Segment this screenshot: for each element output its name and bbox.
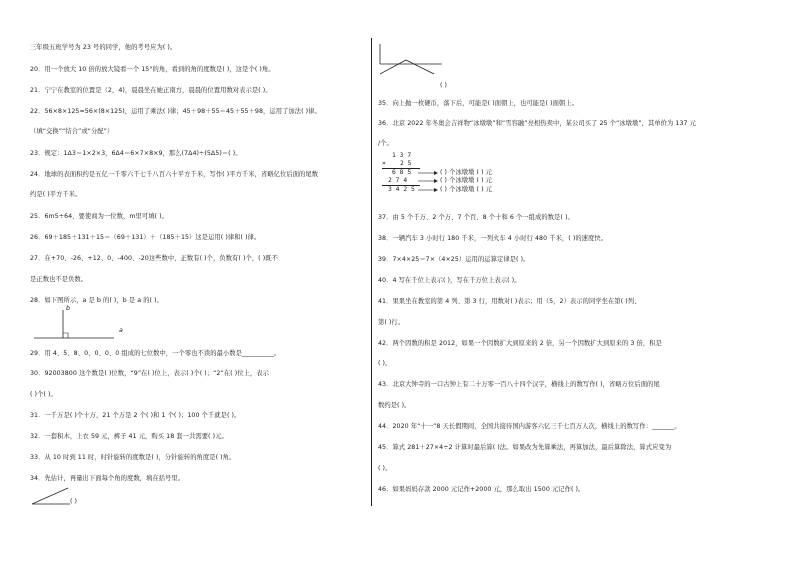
calc-arrows	[418, 169, 440, 195]
partial-product-1: 6 8 5	[392, 169, 412, 176]
question-44: 44．2020 年“十一”8 天长假期间，全国共接待国内游客六亿三千七百万人次，横线上的数写作：_______。	[378, 423, 681, 430]
angle-bottom-ray-1	[380, 60, 406, 74]
vertical-multiplication	[378, 152, 538, 204]
arrow-2-head	[434, 179, 438, 183]
question-22: 22．56×8×125=56×(8×125)，运用了乘法( )律；45＋98＋55＝45＋55＋98，运用了加法( )律。	[30, 108, 321, 115]
question-22-note: （填“交换”“结合”或“分配”）	[30, 128, 114, 135]
question-38: 38．一辆汽车 3 小时行 180 千米，一列火车 4 小时行 480 千米，( )的速度快。	[378, 235, 608, 242]
question-41-cont: 第( )行。	[378, 319, 405, 326]
calc-note-3: ( ) 个冰墩墩 ( ) 元	[440, 186, 493, 193]
column-divider	[371, 38, 372, 506]
question-43-cont: 数约是( )。	[378, 402, 411, 409]
question-34: 34．先估计，再量出下面每个角的度数，填在括号里。	[30, 475, 185, 482]
times-sign: ×	[382, 160, 386, 167]
question-46: 46．如果妈妈存款 2000 元记作+2000 元，那么取出 1500 元记作( )。	[378, 486, 585, 493]
product-result: 3 4 2 5	[388, 186, 415, 193]
question-32: 32．一套积木，上衣 59 元，裤子 41 元，购买 18 套一共需要( )元。	[30, 433, 228, 440]
question-41: 41．果果坐在教室的第 4 列、第 3 行，用数对( )表示；用（5，2）表示的同学坐在第( )列、	[378, 298, 641, 305]
question-33: 33．从 10 时到 11 时，时针旋转的度数是( )，分针旋转的角度是( )角。	[30, 454, 236, 461]
question-42: 42．两个因数的积是 2012，如果一个因数扩大到原来的 2 倍，另一个因数扩大到原来的 3 倍，积是	[378, 340, 662, 347]
question-42-cont: ( )。	[378, 360, 392, 367]
question-43: 43．北京大钟寺的一口古钟上有二十万零一百八十四个汉字，横线上的数写作( )，省略万位后面的尾	[378, 381, 660, 388]
question-45-cont: ( )。	[378, 465, 392, 472]
question-25: 25．6m5÷64，要使商为一位数，m里可填( )。	[30, 213, 168, 220]
question-31: 31．一千万是( )个十万，21 个万是 2 个( )和 1 个( )；100 个千就是( )。	[30, 412, 241, 419]
question-40: 40．4 写在千位上表示( )，写在千万位上表示( )。	[378, 277, 521, 284]
question-20: 20．用一个放大 10 倍的放大镜看一个 15°的角，看到的角的度数是( )，这是个( )角。	[30, 66, 275, 73]
question-45: 45．算式 281＋27×4÷2 计算时最后算( )法。如果改为先算乘法，再算加法，最后算除法，算式应变为	[378, 444, 672, 451]
question-37: 37．由 5 个千万、2 个万、7 个百、8 个十和 6 个一组成的数是( )。	[378, 214, 574, 221]
question-21: 21．宁宁在教室的位置是（2，4)，晨晨坐在她正南方，晨晨的位置用数对表示是( )。	[30, 87, 272, 94]
question-30-cont: ( )个( )。	[30, 391, 57, 398]
question-24-cont: 约是( )平方千米。	[30, 191, 82, 198]
calc-note-1: ( ) 个冰墩墩 ( ) 元	[440, 169, 493, 176]
label-a: a	[119, 327, 123, 334]
angle34-answer-blank: ( )	[70, 498, 78, 505]
question-36-cont: /个。	[378, 140, 393, 147]
question-27-cont: 是正数也不是负数。	[30, 276, 88, 283]
question-36: 36．北京 2022 年冬奥会吉祥物“冰墩墩”和“雪容融”亮相热卖中，某公司买了 25 个“冰墩墩”，其单价为 137 元	[378, 120, 696, 127]
question-27: 27．在+70、-26、+12、0、-400、-20这些数中，正数有( )个，负数有( )个，( )既不	[30, 255, 278, 262]
multiplier: 2 5	[400, 160, 412, 167]
question-19-tail: 三年级五班学号为 23 号的同学，他的考号应为( )。	[30, 44, 177, 51]
label-b: b	[66, 305, 71, 312]
right-angle-mark	[63, 333, 68, 338]
partial-product-2: 2 7 4	[388, 177, 408, 184]
calc-note-2: ( ) 个冰墩墩 ( ) 元	[440, 177, 493, 184]
perpendicular-lines-figure	[30, 306, 120, 342]
angle-answer-blank: ( )	[440, 82, 448, 89]
question-35: 35．向上抛一枚硬币，落下后，可能是( )面朝上，也可能是( )面朝上。	[378, 100, 578, 107]
question-28: 28．如下图所示，a 是 b 的( )，b 是 a 的( )。	[30, 297, 163, 304]
question-29: 29．用 4、5、8、0、0、0、0 组成的七位数中，一个零也不读的最小数是__________。	[30, 350, 281, 357]
question-26: 26．69＋185＋131＋15＝（69＋131）＋（185＋15）这是运用( )律和( )律。	[30, 234, 261, 241]
angle-ray-2	[32, 488, 68, 504]
angle-bottom-ray-2	[406, 60, 434, 74]
question-24: 24．地球的表面积约是五亿一千零六千七千八百六十平方千米，写作( )平方千米，省略亿位后面的尾数	[30, 171, 319, 178]
arrow-3-head	[434, 188, 438, 192]
question-23: 23．规定：1Δ3＝1×2×3，6Δ4＝6×7×8×9，那么(7Δ4)÷(5Δ5)＝( )。	[30, 150, 242, 157]
arrow-1-head	[434, 171, 438, 175]
question-39: 39．7×4×25＝7×（4×25）运用的运算定律是( )。	[378, 256, 530, 263]
angle-figure-34	[30, 484, 100, 508]
multiplicand: 1 3 7	[392, 152, 412, 159]
question-30: 30．92003800 这个数是( )位数，“9”在( )位上，表示( )个( )；“2”在( )位上，表示	[30, 370, 269, 377]
